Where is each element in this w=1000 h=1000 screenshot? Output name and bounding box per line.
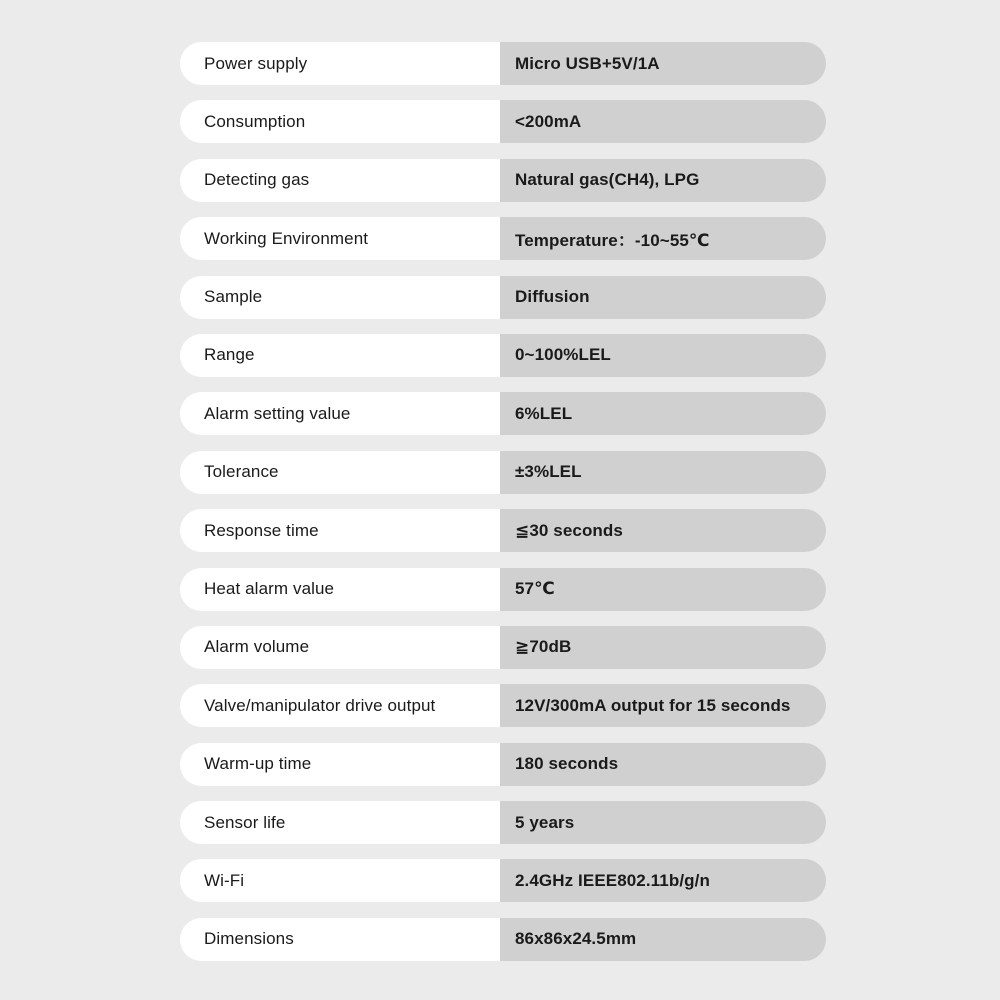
spec-label: Working Environment bbox=[180, 217, 500, 260]
spec-row-alarm-setting-value bbox=[180, 392, 826, 435]
spec-label: Valve/manipulator drive output bbox=[180, 684, 500, 727]
spec-row-alarm-volume bbox=[180, 626, 826, 669]
spec-label: Detecting gas bbox=[180, 159, 500, 202]
spec-label: Wi-Fi bbox=[180, 859, 500, 902]
spec-value: ≧70dB bbox=[500, 626, 826, 669]
spec-row-sample bbox=[180, 276, 826, 319]
spec-row-wifi bbox=[180, 859, 826, 902]
spec-value: <200mA bbox=[500, 100, 826, 143]
spec-value: 180 seconds bbox=[500, 743, 826, 786]
spec-row-heat-alarm-value bbox=[180, 568, 826, 611]
spec-label: Alarm setting value bbox=[180, 392, 500, 435]
specification-table bbox=[180, 42, 826, 961]
spec-label: Range bbox=[180, 334, 500, 377]
spec-label: Response time bbox=[180, 509, 500, 552]
spec-value: Diffusion bbox=[500, 276, 826, 319]
spec-label: Alarm volume bbox=[180, 626, 500, 669]
spec-value: 0~100%LEL bbox=[500, 334, 826, 377]
spec-value: 12V/300mA output for 15 seconds bbox=[500, 684, 826, 727]
spec-row-tolerance bbox=[180, 451, 826, 494]
spec-row-power-supply bbox=[180, 42, 826, 85]
spec-label: Warm-up time bbox=[180, 743, 500, 786]
spec-row-range bbox=[180, 334, 826, 377]
spec-label: Heat alarm value bbox=[180, 568, 500, 611]
spec-label: Sensor life bbox=[180, 801, 500, 844]
spec-row-working-environment bbox=[180, 217, 826, 260]
spec-label: Tolerance bbox=[180, 451, 500, 494]
spec-row-detecting-gas bbox=[180, 159, 826, 202]
spec-value: 6%LEL bbox=[500, 392, 826, 435]
spec-value: 57℃ bbox=[500, 568, 826, 611]
spec-label: Dimensions bbox=[180, 918, 500, 961]
spec-label: Consumption bbox=[180, 100, 500, 143]
spec-row-response-time bbox=[180, 509, 826, 552]
spec-row-valve-drive-output bbox=[180, 684, 826, 727]
spec-value: 2.4GHz IEEE802.11b/g/n bbox=[500, 859, 826, 902]
spec-value: Temperature：-10~55℃ bbox=[500, 217, 826, 260]
spec-value: ±3%LEL bbox=[500, 451, 826, 494]
spec-row-sensor-life bbox=[180, 801, 826, 844]
spec-row-dimensions bbox=[180, 918, 826, 961]
spec-label: Sample bbox=[180, 276, 500, 319]
spec-value: ≦30 seconds bbox=[500, 509, 826, 552]
spec-value: 86x86x24.5mm bbox=[500, 918, 826, 961]
spec-row-consumption bbox=[180, 100, 826, 143]
spec-value: Micro USB+5V/1A bbox=[500, 42, 826, 85]
spec-value: 5 years bbox=[500, 801, 826, 844]
spec-value: Natural gas(CH4), LPG bbox=[500, 159, 826, 202]
spec-label: Power supply bbox=[180, 42, 500, 85]
spec-row-warm-up-time bbox=[180, 743, 826, 786]
